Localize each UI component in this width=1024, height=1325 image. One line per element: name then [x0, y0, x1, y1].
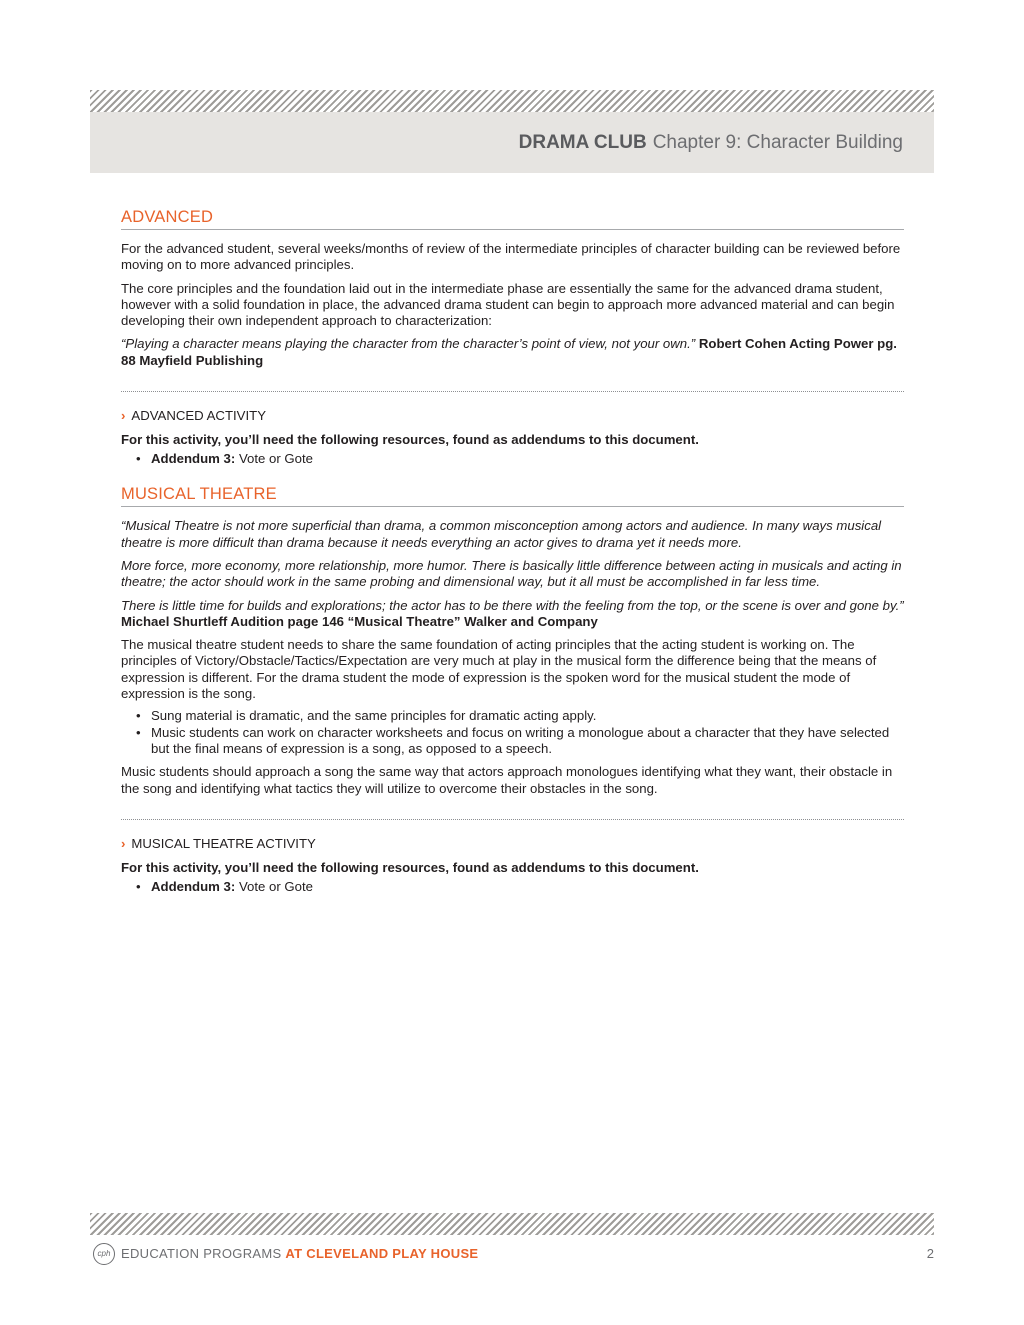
musical-activity-list: [121, 879, 904, 895]
footer-text-plain: EDUCATION PROGRAMS: [121, 1246, 286, 1261]
advanced-activity-list: [121, 451, 904, 467]
list-item: [151, 451, 904, 467]
list-item: • Music students can work on character worksheets and focus on writing a monologue about a character that they have selected but the final means of expression is a song, as opposed to a speech.: [151, 725, 904, 758]
musical-quote-1: “Musical Theatre is not more superficial than drama, a common misconception among actors and audience. In many ways musical theatre is more difficult than drama because it needs everything an actor gives to drama yet it needs more.: [121, 518, 882, 550]
musical-quote-3: [121, 598, 904, 631]
advanced-quote-source: Robert Cohen Acting Power pg. 88 Mayfield Publishing: [121, 336, 897, 368]
section-title-musical-theatre: MUSICAL THEATRE: [121, 485, 904, 507]
page-number: 2: [926, 1246, 934, 1261]
addendum-label: Addendum 3:: [151, 451, 236, 467]
footer-hatch-bar: [90, 1213, 934, 1235]
list-item: [151, 879, 904, 895]
addendum-text: Vote or Gote: [238, 878, 313, 894]
addendum-label: Addendum 3:: [151, 878, 236, 894]
musical-bullet-list: [121, 708, 904, 757]
section-title-advanced: ADVANCED: [121, 208, 904, 230]
cph-logo-icon: cph: [93, 1243, 115, 1265]
main-content: [121, 208, 904, 895]
advanced-activity-heading: [121, 408, 904, 424]
dotted-divider: [121, 391, 904, 392]
musical-activity-resources-note: For this activity, you’ll need the following resources, found as addendums to this document.: [121, 859, 699, 875]
advanced-paragraph-1: For the advanced student, several weeks/months of review of the intermediate principles of character building can be reviewed before moving on to more advanced principles.: [121, 241, 901, 273]
header-band: [90, 112, 934, 173]
musical-quote-2: More force, more economy, more relationship, more humor. There is basically little difference between acting in musicals and acting in theatre; the actor should work in the same probing and dimensional way, but it all must be accomplished in far less time.: [121, 557, 902, 590]
footer-text-accent: AT CLEVELAND PLAY HOUSE: [285, 1246, 479, 1261]
chevron-right-icon: ›: [121, 408, 126, 424]
club-name: DRAMA CLUB: [518, 132, 647, 153]
advanced-activity-title: ADVANCED ACTIVITY: [131, 408, 266, 424]
musical-paragraph-1: The musical theatre student needs to share the same foundation of acting principles that the acting student is working on. The principles of Victory/Obstacle/Tactics/Expectation are very much at play in the musical form the difference being that the means of expression is different. For the drama student the mode of expression is the spoken word for the musical student the mode of expression is the song.: [121, 637, 877, 702]
musical-activity-heading: [121, 836, 904, 852]
addendum-text: Vote or Gote: [238, 451, 313, 467]
musical-activity-title: MUSICAL THEATRE ACTIVITY: [131, 835, 316, 851]
advanced-paragraph-2: The core principles and the foundation laid out in the intermediate phase are essentially the same for the advanced drama student, however with a solid foundation in place, the advanced drama student can begin to approach more advanced material and can begin developing their own independent approach to characterization:: [121, 280, 895, 329]
footer: [93, 1243, 934, 1265]
advanced-quote-text: “Playing a character means playing the character from the character’s point of view, not your own.”: [121, 336, 696, 352]
footer-text: [121, 1246, 478, 1261]
page-title: [519, 132, 903, 154]
musical-paragraph-2: Music students should approach a song the same way that actors approach monologues identifying what they want, their obstacle in the song and identifying what tactics they will utilize to overcome their obstacles in the song.: [121, 764, 893, 796]
dotted-divider: [121, 819, 904, 820]
list-item: • Sung material is dramatic, and the same principles for dramatic acting apply.: [151, 708, 904, 724]
musical-quote-source: Michael Shurtleff Audition page 146 “Musical Theatre” Walker and Company: [121, 613, 598, 629]
advanced-quote: [121, 336, 904, 369]
advanced-activity-resources-note: For this activity, you’ll need the following resources, found as addendums to this document.: [121, 432, 699, 448]
header-hatch-bar: [90, 90, 934, 112]
chevron-right-icon: ›: [121, 835, 126, 851]
chapter-title: Chapter 9: Character Building: [652, 132, 903, 153]
musical-quote-3-text: There is little time for builds and explorations; the actor has to be there with the feeling from the top, or the scene is over and gone by.”: [121, 597, 904, 613]
